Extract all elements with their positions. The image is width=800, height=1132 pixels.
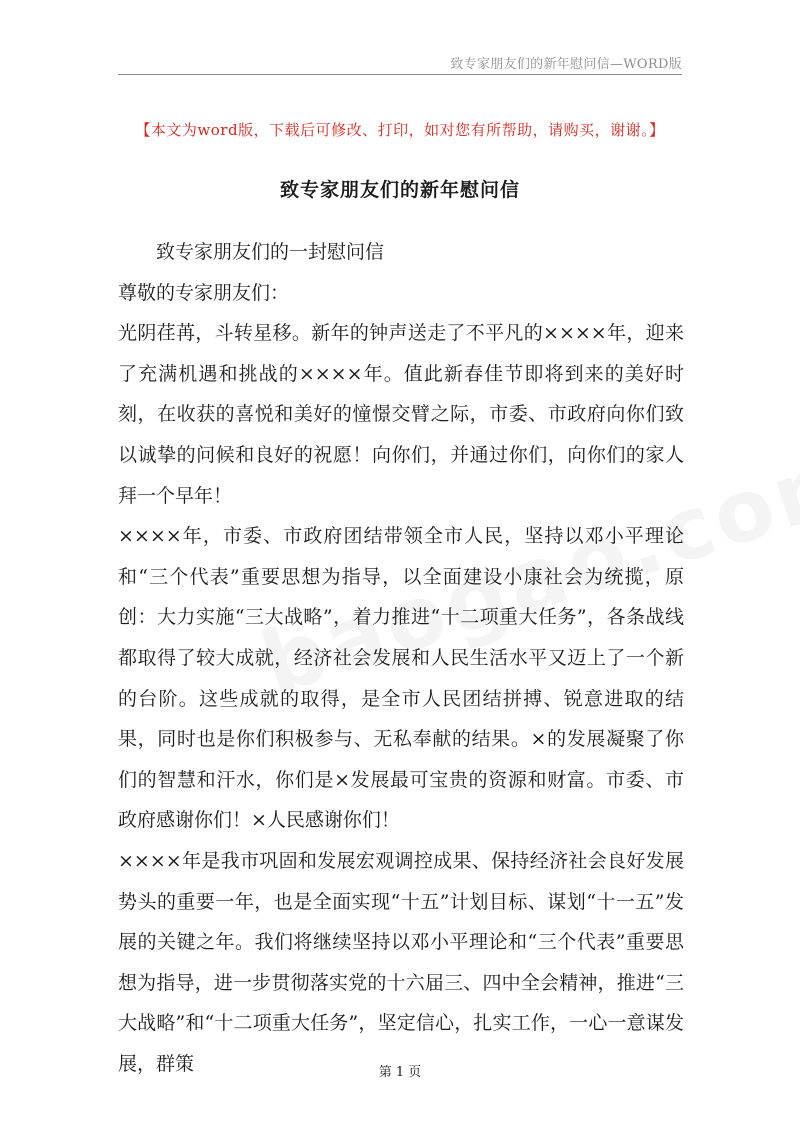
body-paragraph: ××××年，市委、市政府团结带领全市人民，坚持以邓小平理论和“三个代表”重要思想为指导，以全面建设小康社会为统揽，原创：大力实施“三大战略”，着力推进“十二项重大任务”，各条战线都取得了较大成就，经济社会发展和人民生活水平又迈上了一个新的台阶。这些成就的取得，是全市人民团结拼搏、锐意进取的结果，同时也是你们积极参与、无私奉献的结果。×的发展凝聚了你们的智慧和汗水，你们是×发展最可宝贵的资源和财富。市委、市政府感谢你们！×人民感谢你们！ [118, 525, 684, 832]
subtitle-paragraph: 致专家朋友们的一封慰问信 [156, 241, 385, 263]
page-number: 第 1 页 [378, 1065, 422, 1080]
body-paragraph: 光阴荏苒，斗转星移。新年的钟声送走了不平凡的××××年，迎来了充满机遇和挑战的××××年。值此新春佳节即将到来的美好时刻，在收获的喜悦和美好的憧憬交臂之际，市委、市政府向你们致以诚挚的问候和良好的祝愿！向你们，并通过你们，向你们的家人拜一个早年！ [118, 322, 684, 507]
download-notice: 【本文为word版，下载后可修改、打印，如对您有所帮助，请购买，谢谢。】 [135, 121, 665, 139]
salutation-paragraph: 尊敬的专家朋友们： [118, 281, 290, 304]
running-header: 致专家朋友们的新年慰问信—WORD版 [450, 57, 682, 72]
document-title: 致专家朋友们的新年慰问信 [279, 179, 520, 201]
header-divider [118, 74, 682, 75]
body-paragraph: ××××年是我市巩固和发展宏观调控成果、保持经济社会良好发展势头的重要一年，也是全面实现“十五”计划目标、谋划“十一五”发展的关键之年。我们将继续坚持以邓小平理论和“三个代表”重要思想为指导，进一步贯彻落实党的十六届三、四中全会精神，推进“三大战略”和“十二项重大任务”，坚定信心，扎实工作，一心一意谋发展，群策 [118, 849, 684, 1075]
document-body [118, 232, 684, 1084]
